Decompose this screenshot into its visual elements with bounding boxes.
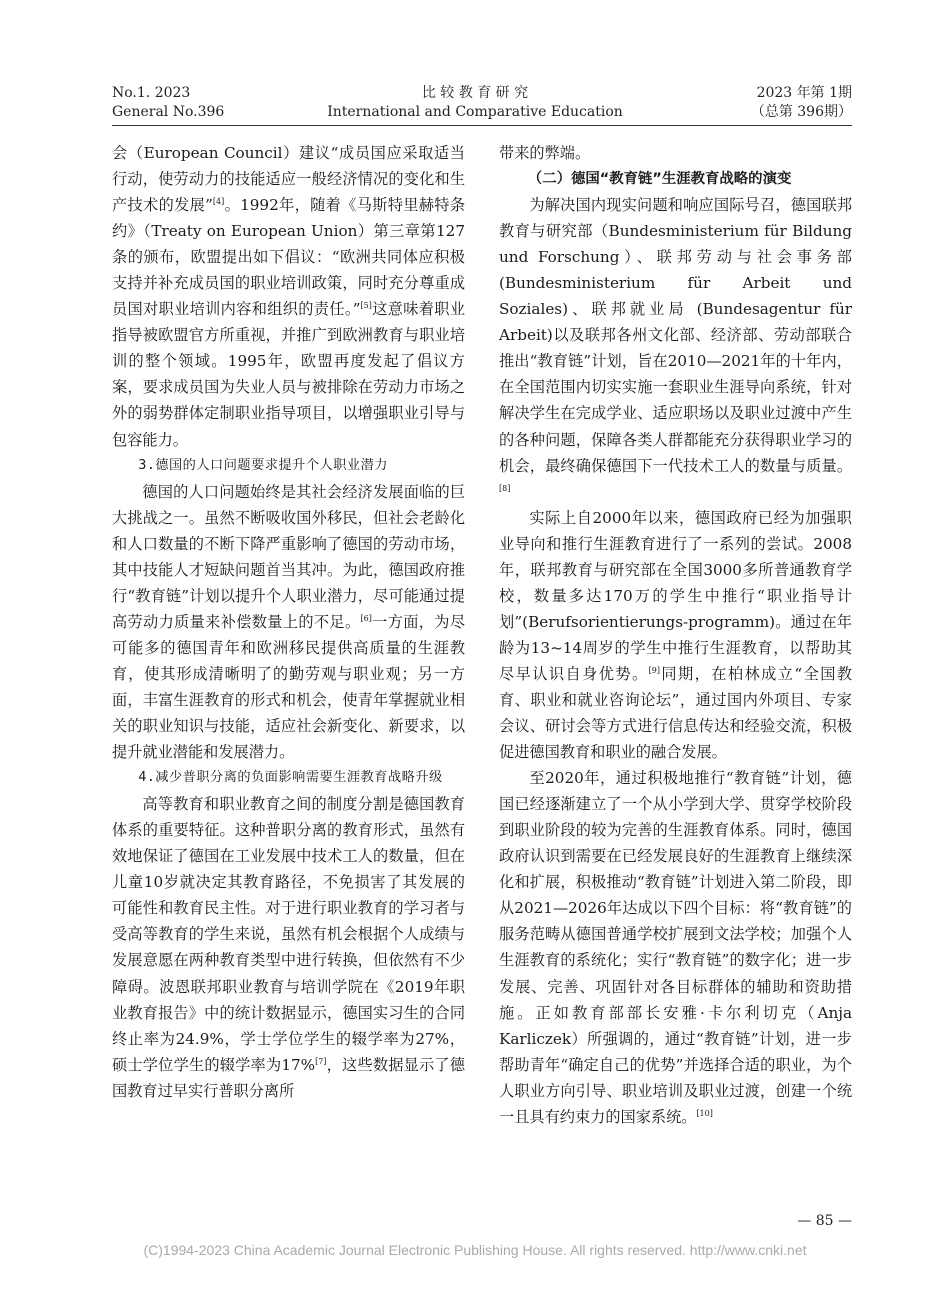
citation: [7] — [315, 1056, 327, 1066]
citation: [5] — [360, 301, 372, 311]
copyright-footer: (C)1994-2023 China Academic Journal Electronic Publishing House. All rights reserved. http://www.cnki.net — [143, 1242, 807, 1258]
header-divider — [112, 125, 852, 126]
journal-title-en: International and Comparative Education — [327, 104, 623, 120]
paragraph — [112, 140, 465, 453]
paragraph: 带来的弊端。 — [499, 144, 591, 162]
citation: [8] — [499, 483, 511, 493]
right-column — [499, 140, 852, 1130]
left-column — [112, 140, 465, 1104]
general-number: General No.396 — [112, 104, 225, 120]
paragraph-text: 。1992年，随着《马斯特里赫特条约》（Treaty on European Union）第三章第127条的颁布，欧盟提出如下倡议：“欧洲共同体应积极支持并补充成员国的职业培训政策，同时充分尊重成员国对职业培训内容和组织的责任。” — [112, 196, 466, 319]
paragraph-text: 一方面，为尽可能多的德国青年和欧洲移民提供高质量的生涯教育，使其形成清晰明了的勤劳观与职业观；另一方面，丰富生涯教育的形式和机会，使青年掌握就业相关的职业知识与技能，适应社会新变化、新要求，以提升就业潜能和发展潜力。 — [112, 612, 466, 762]
journal-year-header — [751, 84, 852, 122]
paragraph-text: 德国的人口问题始终是其社会经济发展面临的巨大挑战之一。虽然不断吸收国外移民，但社会老龄化和人口数量的不断下降严重影响了德国的劳动市场，其中技能人才短缺问题首当其冲。为此，德国政府推行“教育链”计划以提升个人职业潜力，尽可能通过提高劳动力质量来补偿数量上的不足。 — [112, 482, 465, 631]
page-number: — 85 — — [797, 1213, 852, 1229]
citation: [4] — [212, 197, 225, 207]
paragraph-text: ，这些数据显示了德国教育过早实行普职分离所 — [112, 1055, 466, 1100]
paragraph — [499, 765, 852, 1130]
citation: [10] — [696, 1108, 713, 1118]
section-heading-3: 3.德国的人口问题要求提升个人职业潜力 — [138, 457, 388, 473]
total-issue: （总第 396期） — [750, 104, 852, 120]
section-heading-4: 4.减少普职分离的负面影响需要生涯教育战略升级 — [138, 770, 443, 786]
citation: [6] — [360, 613, 372, 623]
paragraph — [112, 479, 465, 766]
paragraph-text: 实际上自2000年以来，德国政府已经为加强职业导向和推行生涯教育进行了一系列的尝试。2008年，联邦教育与研究部在全国3000多所普通教育学校，数量多达170万的学生中推行“职业指导计划”(Berufsorientierungs-programm)。通过在年龄为13~14周岁的学生中推行生涯教育，以帮助其尽早认识自身优势。 — [499, 508, 852, 683]
paragraph — [112, 791, 465, 1104]
journal-title-cn: 比 较 教 育 研 究 — [421, 85, 529, 101]
journal-issue-header — [112, 84, 224, 122]
citation: [9] — [648, 665, 660, 675]
paragraph-text: 为解决国内现实问题和响应国际号召，德国联邦教育与研究部（Bundesministerium für Bildung und Forschung）、联邦劳动与社会事务部 (Bundesministerium für Arbeit und Soziales)、联邦就业局 (Bundesagentur für Arbeit)以及联邦各州文化部、经济部、劳动部联合推出“教育链”计划，旨在2010—2021年的十年内，在全国范围内切实实施一套职业生涯导向系统，针对解决学生在完成学业、适应职场以及职业过渡中产生的各种问题，保障各类人群都能充分获得职业学习的机会，最终确保德国下一代技术工人的数量与质量。 — [499, 196, 852, 475]
paragraph-text: 高等教育和职业教育之间的制度分割是德国教育体系的重要特征。这种普职分离的教育形式，虽然有效地保证了德国在工业发展中技术工人的数量，但在儿童10岁就决定其教育路径，不免损害了其发展的可能性和教育民主性。对于进行职业教育的学习者与受高等教育的学生来说，虽然有机会根据个人成绩与发展意愿在两种教育类型中进行转换，但依然有不少障碍。波恩联邦职业教育与培训学院在《2019年职业教育报告》中的统计数据显示，德国实习生的合同终止率为24.9%，学士学位学生的辍学率为27%，硕士学位学生的辍学率为17% — [112, 795, 465, 1074]
paragraph — [499, 192, 852, 505]
paragraph-text: 至2020年，通过积极地推行“教育链”计划，德国已经逐渐建立了一个从小学到大学、贯穿学校阶段到职业阶段的较为完善的生涯教育体系。同时，德国政府认识到需要在已经发展良好的生涯教育上继续深化和扩展，积极推动“教育链”计划进入第二阶段，即从2021—2026年达成以下四个目标：将“教育链”的服务范畴从德国普通学校扩展到文法学校；加强个人生涯教育的系统化；实行“教育链”的数字化；进一步发展、完善、巩固针对各目标群体的辅助和资助措施。正如教育部部长安雅·卡尔利切克（Anja Karliczek）所强调的，通过“教育链”计划，进一步帮助青年“确定自己的优势”并选择合适的职业，为个人职业方向引导、职业培训及职业过渡，创建一个统一且具有约束力的国家系统。 — [499, 769, 852, 1126]
year-issue: 2023 年第 1期 — [756, 85, 852, 101]
paragraph-text: 同期，在柏林成立“全国教育、职业和就业咨询论坛”，通过国内外项目、专家会议、研讨会等方式进行信息传达和经验交流，积极促进德国教育和职业的融合发展。 — [499, 664, 853, 762]
issue-number: No.1. 2023 — [112, 85, 191, 101]
paragraph — [499, 505, 852, 765]
paragraph-text: 这意味着职业指导被欧盟官方所重视，并推广到欧洲教育与职业培训的整个领域。1995年，欧盟再度发起了倡议方案，要求成员国为失业人员与被排除在劳动力市场之外的弱势群体定制职业指导项目，以增强职业引导与包容能力。 — [112, 300, 466, 449]
section-heading-2: （二）德国“教育链”生涯教育战略的演变 — [527, 171, 792, 188]
journal-title-header — [300, 84, 650, 122]
paragraph-text: 会（European Council）建议“成员国应采取适当行动，使劳动力的技能适应一般经济情况的变化和生产技术的发展” — [112, 144, 465, 215]
